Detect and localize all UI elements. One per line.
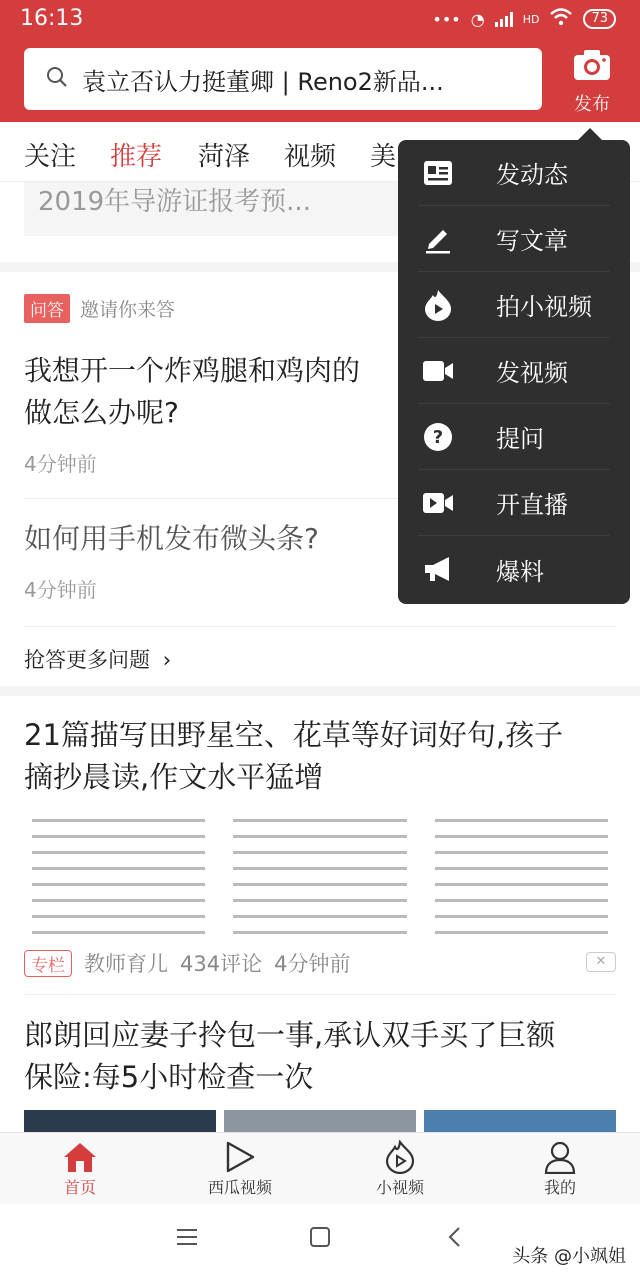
tab-video[interactable]: 视频 [284,142,337,172]
article-thumbnail [224,1110,416,1132]
live-icon [418,485,458,521]
article-image-page [225,806,414,934]
menu-item-live[interactable] [418,470,610,536]
status-bar [0,0,640,40]
top-bar [0,0,640,122]
qa-invite: 邀请你来答 [80,299,176,321]
bottom-navigation [0,1132,640,1204]
publish-button[interactable] [562,48,622,114]
menu-label: 写文章 [496,227,568,255]
nav-short-video[interactable] [320,1133,480,1205]
signal-icon [495,11,513,27]
short-video-icon [320,1133,480,1175]
menu-item-write-article[interactable] [418,206,610,272]
qa-badge: 问答 [24,294,70,323]
hd-label: HD [522,12,540,26]
menu-label: 开直播 [496,491,568,519]
article-title-line1: 21篇描写田野星空、花草等好词好句,孩子 [24,718,564,752]
menu-item-post-video[interactable] [418,338,610,404]
article-source: 教师育儿 [84,952,168,976]
question-title-line2: 做怎么办呢? [24,396,179,429]
video-camera-icon [418,353,458,389]
search-text: 袁立否认力挺董卿 | Reno2新品... [82,67,444,96]
question-title-line1: 我想开一个炸鸡腿和鸡肉的 [24,354,361,387]
megaphone-icon [418,551,458,587]
nav-label: 首页 [63,1178,96,1197]
dislike-close-icon[interactable]: ✕ [586,952,616,972]
tab-recommend[interactable]: 推荐 [110,142,163,172]
article-time: 4分钟前 [274,952,351,976]
flame-play-icon [418,287,458,323]
chevron-right-icon: › [162,648,172,672]
wifi-icon [549,8,573,30]
menu-label: 拍小视频 [496,293,592,321]
section-divider [0,686,640,696]
question-time: 4分钟前 [24,452,97,476]
question-icon [418,419,458,455]
home-square-icon[interactable] [309,1226,331,1252]
tab-follow[interactable]: 关注 [24,142,77,172]
question-time: 4分钟前 [24,578,97,602]
question-title[interactable]: 如何用手机发布微头条? [24,522,319,555]
pen-icon [418,221,458,257]
tab-heze[interactable]: 菏泽 [198,142,251,172]
person-icon [480,1133,640,1175]
column-tag: 专栏 [24,950,72,977]
id-card-icon [418,155,458,191]
menu-label: 提问 [496,425,544,453]
menu-item-ask[interactable] [418,404,610,470]
article-image[interactable] [24,806,616,934]
menu-item-tip-off[interactable] [418,536,610,602]
article-title-line2: 保险:每5小时检查一次 [24,1060,314,1094]
more-dots-icon: ••• [432,9,461,29]
watermark: 头条 @小飒姐 [512,1246,626,1267]
tab-more[interactable]: 美 [370,142,397,172]
nav-mine[interactable] [480,1133,640,1205]
search-icon [46,66,68,92]
status-time: 16:13 [20,6,84,31]
nav-label: 小视频 [375,1178,424,1197]
menu-item-short-video[interactable] [418,272,610,338]
nav-home[interactable] [0,1133,160,1205]
article-title-line2: 摘抄晨读,作文水平猛增 [24,760,324,794]
menu-label: 发动态 [496,161,568,189]
play-icon [160,1133,320,1175]
article-title[interactable] [24,714,624,798]
battery-indicator: 73 [583,9,616,29]
menu-label: 爆料 [496,557,544,586]
more-questions-link[interactable] [24,644,171,674]
back-icon[interactable] [444,1226,466,1252]
camera-icon [572,67,612,86]
search-bar[interactable] [24,48,542,110]
svg-text:?: ? [432,426,444,448]
status-icons [432,8,616,30]
menu-icon[interactable] [176,1226,198,1252]
publish-label: 发布 [574,94,610,115]
article-comments: 434评论 [180,952,263,976]
alarm-icon: ◔ [470,9,485,29]
nav-label: 西瓜视频 [207,1178,272,1197]
publish-menu [398,140,630,604]
nav-label: 我的 [543,1178,576,1197]
article-thumbnail [424,1110,616,1132]
menu-label: 发视频 [496,359,568,387]
home-icon [0,1133,160,1175]
more-questions-label: 抢答更多问题 [24,648,150,672]
divider [24,626,616,627]
article-thumbnails[interactable] [24,1110,616,1132]
divider [24,994,616,995]
nav-xigua-video[interactable] [160,1133,320,1205]
article-thumbnail [24,1110,216,1132]
article-image-page [24,806,213,934]
search-suggestion[interactable]: 2019年导游证报考预... [24,182,616,236]
qa-header [24,294,175,323]
article-title-line1: 郎朗回应妻子拎包一事,承认双手买了巨额 [24,1018,556,1052]
menu-item-post-moment[interactable] [418,140,610,206]
article-meta [24,948,350,978]
article-image-page [427,806,616,934]
article-title[interactable] [24,1014,624,1098]
